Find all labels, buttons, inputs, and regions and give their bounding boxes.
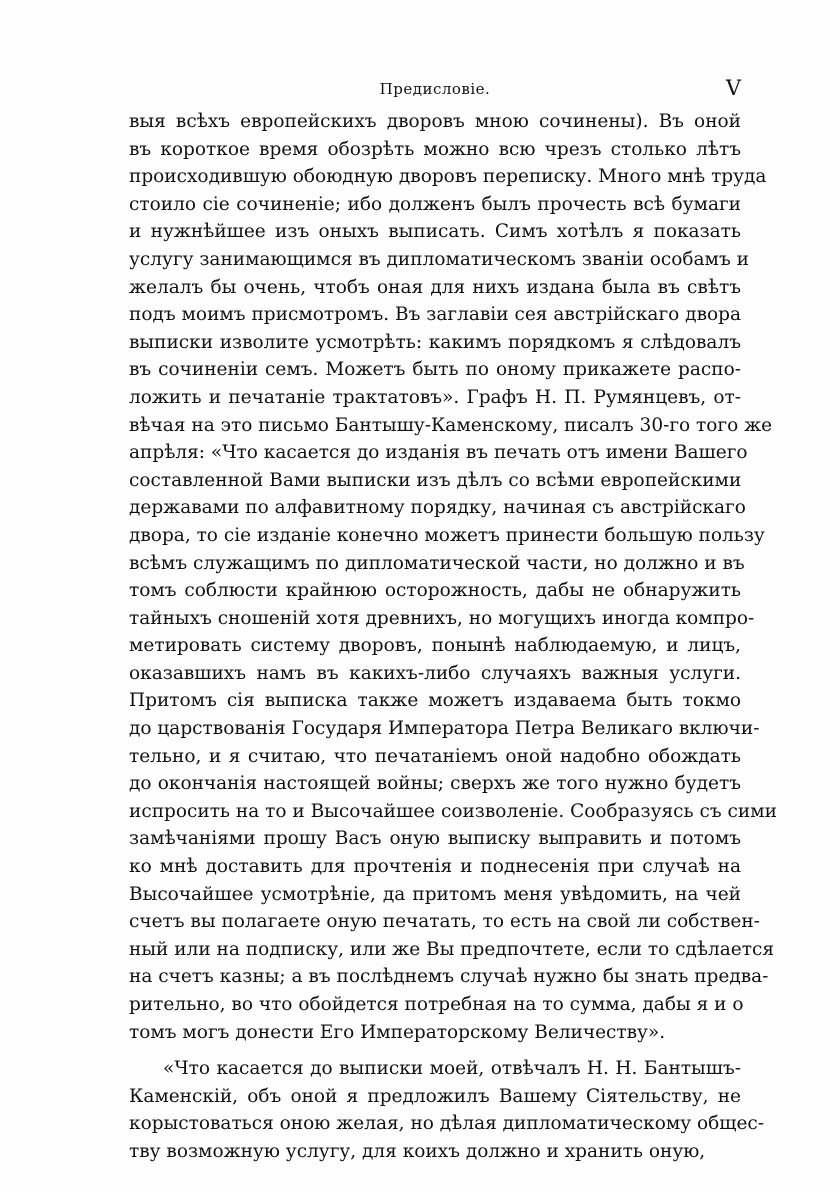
text-line: на счетъ казны; а въ послѣднемъ случаѣ нужно бы знать предва- [129, 966, 769, 988]
text-line: ный или на подписку, или же Вы предпочтете, если то сдѣлается [129, 938, 774, 960]
page-number: V [725, 76, 741, 100]
text-line: въ сочиненіи семъ. Можетъ быть по оному прикажете распо- [129, 359, 741, 381]
text-line: тву возможную услугу, для коихъ должно и хранить оную, [129, 1140, 706, 1162]
text-line: корыстоваться оною желая, но дѣлая дипломатическому общес- [129, 1113, 765, 1135]
text-line: ложить и печатаніе трактатовъ». Графъ Н. П. Румянцевъ, от- [129, 386, 741, 408]
text-line: Каменскій, объ оной я предложилъ Вашему Сіятельству, не [129, 1085, 741, 1107]
text-line: метировать систему дворовъ, понынѣ наблюдаемую, и лицъ, [129, 635, 741, 657]
running-title: Предисловіе. [379, 80, 491, 98]
text-line: оказавшихъ намъ въ какихъ-либо случаяхъ важныя услуги. [129, 662, 741, 684]
text-line: тельно, и я считаю, что печатаніемъ оной надобно обождать [129, 745, 741, 767]
text-line: томъ соблюсти крайнюю осторожность, дабы не обнаружить [129, 580, 741, 602]
text-line: подъ моимъ присмотромъ. Въ заглавіи сея австрійскаго двора [129, 304, 741, 326]
text-line: двора, то сіе изданіе конечно можетъ принести большую пользу [129, 524, 765, 546]
text-line: всѣмъ служащимъ по дипломатической части, но должно и въ [129, 552, 745, 574]
text-line: до царствованія Государя Императора Петра Великаго включи- [129, 718, 760, 740]
text-line: счетъ вы полагаете оную печатать, то есть на свой ли собствен- [129, 911, 760, 933]
text-line: рительно, во что обойдется потребная на то сумма, дабы я и о [129, 994, 744, 1015]
text-line: томъ могъ донести Его Императорскому Величеству». [129, 1021, 666, 1043]
text-line: «Что касается до выписки моей, отвѣчалъ Н. Н. Бантышъ- [163, 1058, 741, 1080]
text-line: испросить на то и Высочайшее соизволеніе. Сообразуясь съ сими [129, 800, 777, 822]
paragraph-2 [129, 1055, 765, 1165]
text-line: выя всѣхъ европейскихъ дворовъ мною сочинены). Въ оной [129, 111, 741, 132]
text-line: желалъ бы очень, чтобъ оная для нихъ издана была въ свѣтъ [129, 276, 741, 298]
body-text [129, 108, 777, 1166]
text-line: выписки изволите усмотрѣть: какимъ порядкомъ я слѣдовалъ [129, 331, 741, 353]
text-line: стоило сіе сочиненіе; ибо долженъ былъ прочесть всѣ бумаги [129, 193, 741, 215]
text-line: до окончанія настоящей войны; сверхъ же того нужно будетъ [129, 773, 741, 795]
text-line: услугу занимающимся въ дипломатическомъ званіи особамъ и [129, 248, 749, 270]
text-line: державами по алфавитному порядку, начиная съ австрійскаго [129, 497, 746, 519]
running-header [129, 76, 741, 102]
text-line: происходившую обоюдную дворовъ переписку. Много мнѣ труда [129, 166, 767, 188]
text-line: Притомъ сія выписка также можетъ издаваема быть токмо [129, 690, 741, 712]
text-line: тайныхъ сношеній хотя древнихъ, но могущихъ иногда компро- [129, 607, 755, 629]
text-line: Высочайшее усмотрѣніе, да притомъ меня увѣдомить, на чей [129, 883, 741, 905]
paragraph-gap [129, 1046, 741, 1055]
text-line: вѣчая на это письмо Бантышу-Каменскому, писалъ 30-го того же [129, 414, 773, 436]
text-line: составленной Вами выписки изъ дѣлъ со всѣми европейскими [129, 469, 742, 491]
text-line: замѣчаніями прошу Васъ оную выписку выправить и потомъ [129, 828, 741, 850]
paragraph-1 [129, 108, 777, 1046]
text-line: въ короткое время обозрѣть можно всю чрезъ столько лѣтъ [129, 138, 741, 160]
text-line: ко мнѣ доставить для прочтенія и поднесенія при случаѣ на [129, 856, 741, 878]
text-line: апрѣля: «Что касается до изданія въ печать отъ имени Вашего [129, 442, 748, 464]
text-line: и нужнѣйшее изъ оныхъ выписать. Симъ хотѣлъ я показать [129, 221, 741, 243]
